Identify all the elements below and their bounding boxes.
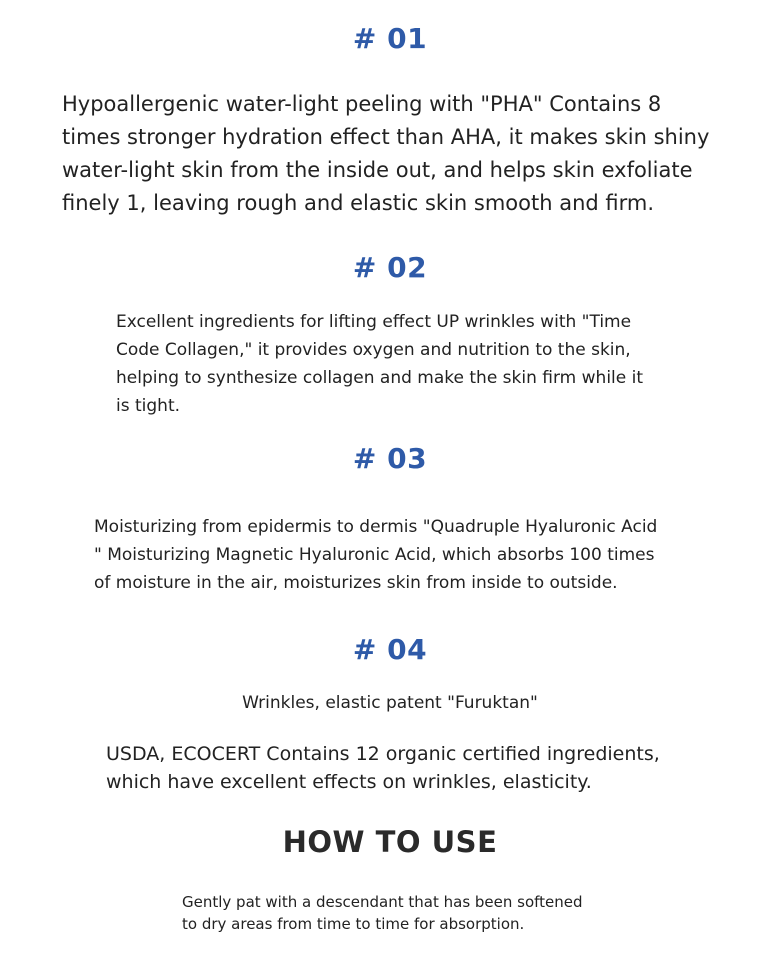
text-line: Gently pat with a descendant that has been softened (182, 893, 583, 911)
text-line: Hypoallergenic water-light peeling with "PHA" Contains 8 (62, 92, 662, 116)
section-03-heading: # 03 (352, 442, 428, 475)
text-line: Excellent ingredients for lifting effect UP wrinkles with "Time (116, 312, 632, 332)
section-03-text (94, 513, 694, 597)
section-04-subheading: Wrinkles, elastic patent "Furuktan" (242, 693, 538, 713)
text-line: USDA, ECOCERT Contains 12 organic certified ingredients, (106, 743, 660, 765)
section-01-text (62, 88, 722, 220)
text-line: finely 1, leaving rough and elastic skin smooth and firm. (62, 191, 655, 215)
text-line: times stronger hydration effect than AHA, it makes skin shiny (62, 125, 710, 149)
how-to-use-heading: HOW TO USE (282, 825, 498, 859)
section-02-heading: # 02 (352, 251, 428, 284)
text-line: is tight. (116, 396, 181, 416)
section-04-text (106, 740, 686, 796)
section-01-heading: # 01 (352, 22, 428, 55)
section-02-text (116, 308, 676, 420)
text-line: helping to synthesize collagen and make the skin firm while it (116, 368, 644, 388)
text-line: " Moisturizing Magnetic Hyaluronic Acid, which absorbs 100 times (94, 545, 655, 565)
how-to-use-text (182, 891, 602, 935)
text-line: which have excellent effects on wrinkles, elasticity. (106, 771, 592, 793)
text-line: Code Collagen," it provides oxygen and nutrition to the skin, (116, 340, 631, 360)
text-line: water-light skin from the inside out, and helps skin exfoliate (62, 158, 693, 182)
text-line: of moisture in the air, moisturizes skin from inside to outside. (94, 573, 618, 593)
text-line: Moisturizing from epidermis to dermis "Quadruple Hyaluronic Acid (94, 517, 658, 537)
section-04-heading: # 04 (352, 633, 428, 666)
text-line: to dry areas from time to time for absorption. (182, 915, 525, 933)
